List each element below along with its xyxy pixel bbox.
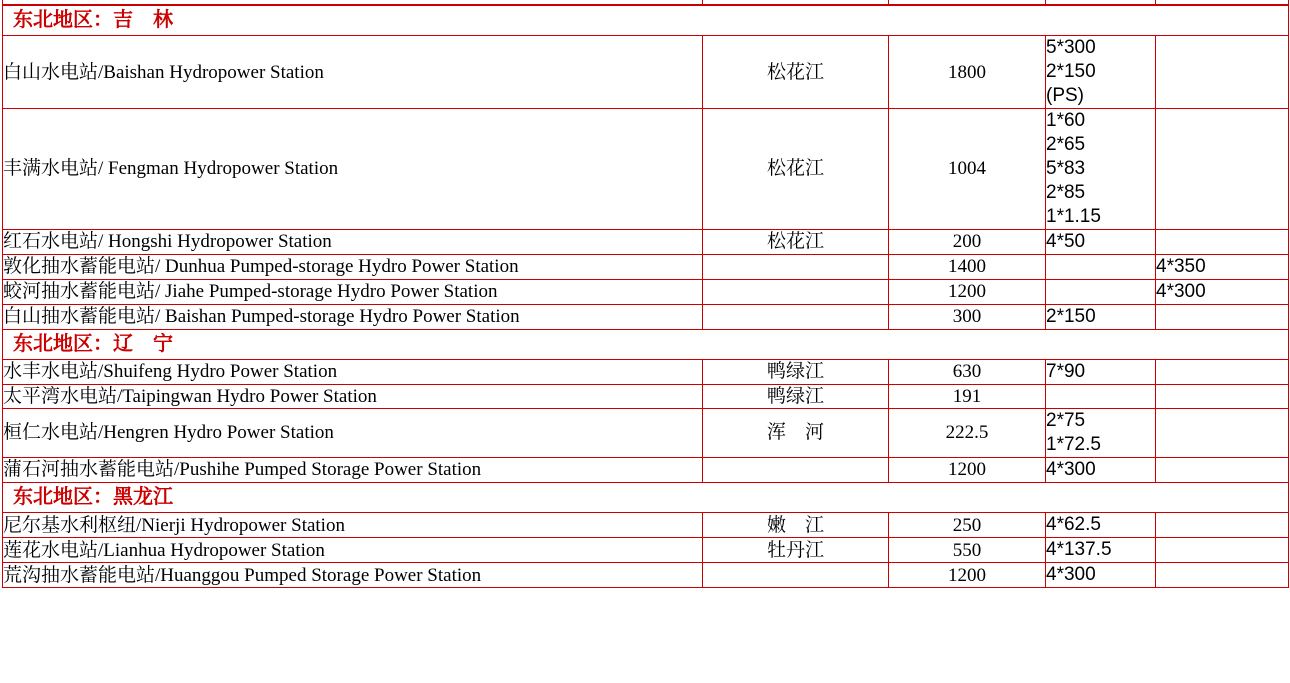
unit-line: 4*50	[1046, 230, 1086, 252]
river-name: 松花江	[703, 36, 889, 109]
river-name: 嫩 江	[703, 513, 889, 538]
river-name	[703, 563, 889, 588]
river-name	[703, 279, 889, 304]
unit-configuration	[1046, 304, 1156, 329]
installed-capacity: 300	[889, 304, 1046, 329]
table-row	[3, 458, 1289, 483]
station-name: 敦化抽水蓄能电站/ Dunhua Pumped-storage Hydro Power Station	[3, 254, 703, 279]
station-name: 白山水电站/Baishan Hydropower Station	[3, 36, 703, 109]
pumped-storage-units	[1156, 384, 1289, 408]
pumped-storage-units	[1156, 513, 1289, 538]
river-name: 鸭绿江	[703, 360, 889, 385]
table-row	[3, 229, 1289, 254]
pumped-storage-units	[1156, 109, 1289, 230]
table-top-row	[3, 0, 1289, 5]
unit-line: 2*150	[1046, 61, 1096, 83]
installed-capacity: 1800	[889, 36, 1046, 109]
unit-configuration	[1046, 279, 1156, 304]
section-header-label: 东北地区：辽 宁	[3, 329, 1289, 359]
unit-line: 5*300	[1046, 37, 1096, 59]
station-name: 红石水电站/ Hongshi Hydropower Station	[3, 229, 703, 254]
unit-line: 1*1.15	[1046, 205, 1101, 227]
pumped-storage-units	[1156, 36, 1289, 109]
unit-line: 1*60	[1046, 110, 1086, 132]
pumped-storage-units	[1156, 538, 1289, 563]
station-name: 丰满水电站/ Fengman Hydropower Station	[3, 109, 703, 230]
unit-line: 2*75	[1046, 410, 1086, 432]
station-name: 白山抽水蓄能电站/ Baishan Pumped-storage Hydro Power Station	[3, 304, 703, 329]
unit-line: (PS)	[1046, 85, 1084, 107]
unit-configuration	[1046, 229, 1156, 254]
unit-line: 5*83	[1046, 158, 1086, 180]
unit-configuration	[1046, 36, 1156, 109]
station-name: 莲花水电站/Lianhua Hydropower Station	[3, 538, 703, 563]
pumped-storage-units	[1156, 304, 1289, 329]
table-row	[3, 279, 1289, 304]
section-header-row	[3, 482, 1289, 512]
pumped-storage-units	[1156, 254, 1289, 279]
unit-configuration	[1046, 409, 1156, 458]
unit-line: 4*300	[1046, 564, 1096, 586]
table-row	[3, 409, 1289, 458]
ps-unit-line: 4*350	[1156, 255, 1206, 277]
river-name: 牡丹江	[703, 538, 889, 563]
installed-capacity: 250	[889, 513, 1046, 538]
unit-configuration	[1046, 360, 1156, 385]
cell-stub-cap	[889, 0, 1046, 5]
cell-stub-river	[703, 0, 889, 5]
table-row	[3, 304, 1289, 329]
unit-line: 1*72.5	[1046, 434, 1101, 456]
section-header-row	[3, 6, 1289, 36]
installed-capacity: 222.5	[889, 409, 1046, 458]
unit-configuration	[1046, 513, 1156, 538]
station-name: 蒲石河抽水蓄能电站/Pushihe Pumped Storage Power Station	[3, 458, 703, 483]
pumped-storage-units	[1156, 360, 1289, 385]
installed-capacity: 1200	[889, 279, 1046, 304]
table-row	[3, 360, 1289, 385]
unit-line: 7*90	[1046, 361, 1086, 383]
unit-configuration	[1046, 563, 1156, 588]
unit-configuration	[1046, 109, 1156, 230]
installed-capacity: 1400	[889, 254, 1046, 279]
unit-line: 2*65	[1046, 134, 1086, 156]
unit-line: 2*150	[1046, 305, 1096, 327]
unit-configuration	[1046, 458, 1156, 483]
station-name: 桓仁水电站/Hengren Hydro Power Station	[3, 409, 703, 458]
cell-stub-name	[3, 0, 703, 5]
section-header-row	[3, 329, 1289, 359]
hydropower-station-table	[2, 5, 1289, 588]
cell-stub-units	[1046, 0, 1156, 5]
pumped-storage-units	[1156, 458, 1289, 483]
installed-capacity: 1200	[889, 458, 1046, 483]
pumped-storage-units	[1156, 229, 1289, 254]
unit-line: 4*300	[1046, 459, 1096, 481]
table-row	[3, 513, 1289, 538]
river-name: 鸭绿江	[703, 384, 889, 408]
table-row	[3, 109, 1289, 230]
river-name	[703, 304, 889, 329]
station-name: 尼尔基水利枢纽/Nierji Hydropower Station	[3, 513, 703, 538]
pumped-storage-units	[1156, 563, 1289, 588]
unit-line: 4*62.5	[1046, 514, 1101, 536]
section-header-label: 东北地区：黑龙江	[3, 482, 1289, 512]
cell-stub-ps	[1156, 0, 1289, 5]
installed-capacity: 550	[889, 538, 1046, 563]
river-name: 松花江	[703, 229, 889, 254]
installed-capacity: 630	[889, 360, 1046, 385]
station-name: 蛟河抽水蓄能电站/ Jiahe Pumped-storage Hydro Power Station	[3, 279, 703, 304]
installed-capacity: 1200	[889, 563, 1046, 588]
table-body	[3, 6, 1289, 588]
unit-configuration	[1046, 538, 1156, 563]
station-name: 水丰水电站/Shuifeng Hydro Power Station	[3, 360, 703, 385]
unit-line: 4*137.5	[1046, 539, 1112, 561]
installed-capacity: 191	[889, 384, 1046, 408]
river-name	[703, 254, 889, 279]
ps-unit-line: 4*300	[1156, 280, 1206, 302]
station-name: 太平湾水电站/Taipingwan Hydro Power Station	[3, 384, 703, 408]
table-row	[3, 36, 1289, 109]
installed-capacity: 200	[889, 229, 1046, 254]
table-row	[3, 254, 1289, 279]
installed-capacity: 1004	[889, 109, 1046, 230]
river-name: 松花江	[703, 109, 889, 230]
section-header-label: 东北地区：吉 林	[3, 6, 1289, 36]
pumped-storage-units	[1156, 409, 1289, 458]
unit-line: 2*85	[1046, 182, 1086, 204]
station-name: 荒沟抽水蓄能电站/Huanggou Pumped Storage Power Station	[3, 563, 703, 588]
table-row	[3, 563, 1289, 588]
table-row	[3, 384, 1289, 408]
unit-configuration	[1046, 384, 1156, 408]
river-name: 浑 河	[703, 409, 889, 458]
unit-configuration	[1046, 254, 1156, 279]
table-row	[3, 538, 1289, 563]
pumped-storage-units	[1156, 279, 1289, 304]
river-name	[703, 458, 889, 483]
